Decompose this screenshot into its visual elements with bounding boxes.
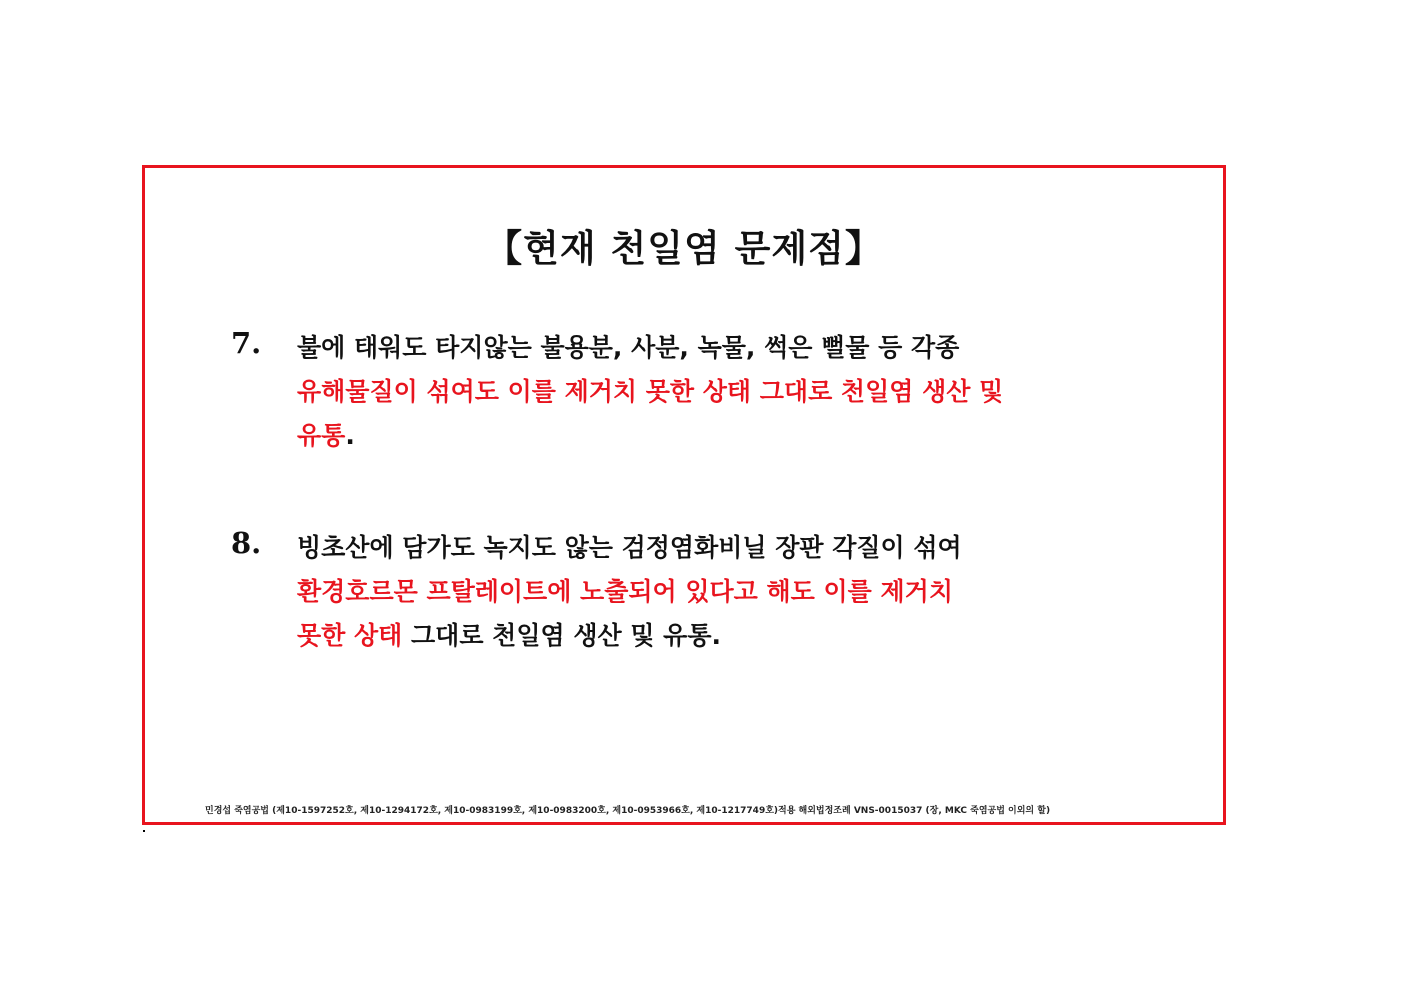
issue-8-line-3-highlight: 못한 상태	[297, 621, 403, 650]
patent-footer: 민경섭 죽염공법 (제10-1597252호, 제10-1294172호, 제10-0983199호, 제10-0983200호, 제10-0953966호, 제10-1217749호)적용 해외법정조례 VNS-0015037 (장, MKC 죽염공법 이외의 할)	[205, 806, 1051, 816]
issue-7-line-3	[297, 414, 1197, 458]
issue-7-line-1: 불에 태워도 타지않는 불용분, 사분, 녹물, 썩은 뻘물 등 각종	[297, 333, 960, 362]
slide-frame	[142, 165, 1226, 825]
issue-number-7: 7.	[231, 326, 262, 360]
issue-text-8	[297, 526, 1197, 658]
issue-number-8: 8.	[231, 526, 262, 560]
issue-7-line-2: 유해물질이 섞여도 이를 제거치 못한 상태 그대로 천일염 생산 및	[297, 377, 1004, 406]
issue-8-line-1: 빙초산에 담가도 녹지도 않는 검정염화비닐 장판 각질이 섞여	[297, 533, 962, 562]
issue-8-line-3-rest: 그대로 천일염 생산 및 유통.	[402, 621, 721, 650]
issue-8-line-3	[297, 614, 1197, 658]
issue-7-line-3-rest: .	[345, 421, 355, 450]
issue-text-7	[297, 326, 1197, 458]
issue-8-line-2: 환경호르몬 프탈레이트에 노출되어 있다고 해도 이를 제거치	[297, 577, 953, 606]
slide-title: 【현재 천일염 문제점】	[485, 226, 883, 270]
issue-7-line-3-highlight: 유통	[297, 421, 346, 450]
page-mark	[143, 830, 145, 832]
